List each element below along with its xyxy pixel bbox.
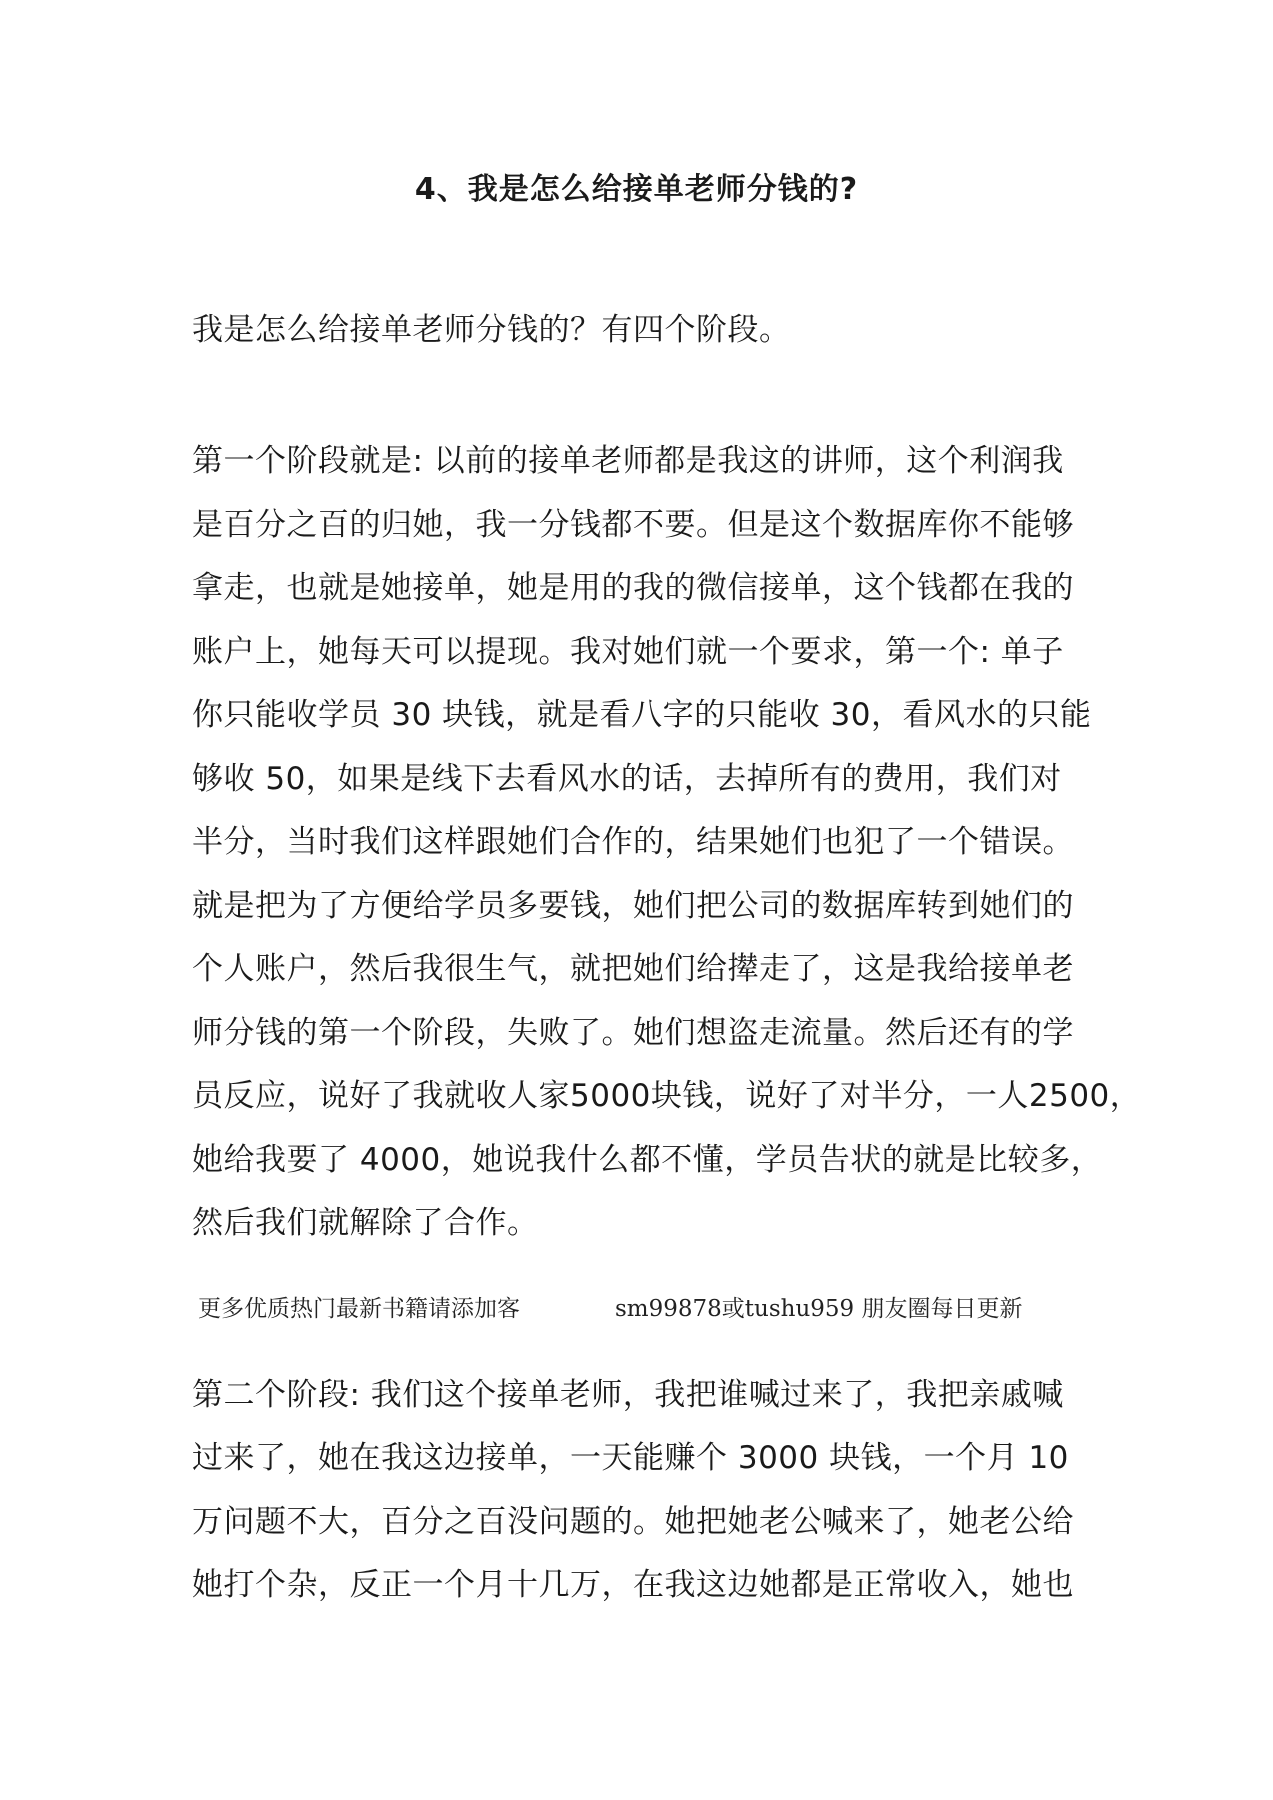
paragraph-line: 半分，当时我们这样跟她们合作的，结果她们也犯了一个错误。 xyxy=(192,824,1074,860)
intro-text: 我是怎么给接单老师分钱的？有四个阶段。 xyxy=(192,312,791,348)
paragraph-line: 第二个阶段: 我们这个接单老师，我把谁喊过来了，我把亲戚喊 xyxy=(192,1377,1064,1413)
page-title: 4、我是怎么给接单老师分钱的? xyxy=(414,172,859,207)
paragraph-line: 她给我要了 4000，她说我什么都不懂，学员告状的就是比较多， xyxy=(192,1142,1103,1178)
paragraph-line: 第一个阶段就是: 以前的接单老师都是我这的讲师，这个利润我 xyxy=(192,443,1064,479)
paragraph-line: 个人账户，然后我很生气，就把她们给撵走了，这是我给接单老 xyxy=(192,951,1074,987)
paragraph-line: 然后我们就解除了合作。 xyxy=(192,1205,539,1241)
paragraph-line: 你只能收学员 30 块钱，就是看八字的只能收 30，看风水的只能 xyxy=(192,697,1092,733)
watermark-right: sm99878或tushu959 朋友圈每日更新 xyxy=(615,1296,1023,1322)
paragraph-line: 是百分之百的归她，我一分钱都不要。但是这个数据库你不能够 xyxy=(192,507,1074,543)
paragraph-line: 师分钱的第一个阶段，失败了。她们想盗走流量。然后还有的学 xyxy=(192,1015,1074,1051)
paragraph-line: 账户上，她每天可以提现。我对她们就一个要求，第一个: 单子 xyxy=(192,634,1064,670)
paragraph-line: 员反应，说好了我就收人家5000块钱，说好了对半分，一人2500， xyxy=(192,1078,1142,1114)
paragraph-line: 够收 50，如果是线下去看风水的话，去掉所有的费用，我们对 xyxy=(192,761,1062,797)
paragraph-line: 她打个杂，反正一个月十几万，在我这边她都是正常收入，她也 xyxy=(192,1567,1074,1603)
paragraph-line: 万问题不大，百分之百没问题的。她把她老公喊来了，她老公给 xyxy=(192,1504,1074,1540)
paragraph-line: 过来了，她在我这边接单，一天能赚个 3000 块钱，一个月 10 xyxy=(192,1440,1069,1476)
watermark-left: 更多优质热门最新书籍请添加客 xyxy=(198,1296,520,1322)
watermark-text xyxy=(198,1293,1098,1325)
paragraph-line: 拿走，也就是她接单，她是用的我的微信接单，这个钱都在我的 xyxy=(192,570,1074,606)
paragraph-line: 就是把为了方便给学员多要钱，她们把公司的数据库转到她们的 xyxy=(192,888,1074,924)
